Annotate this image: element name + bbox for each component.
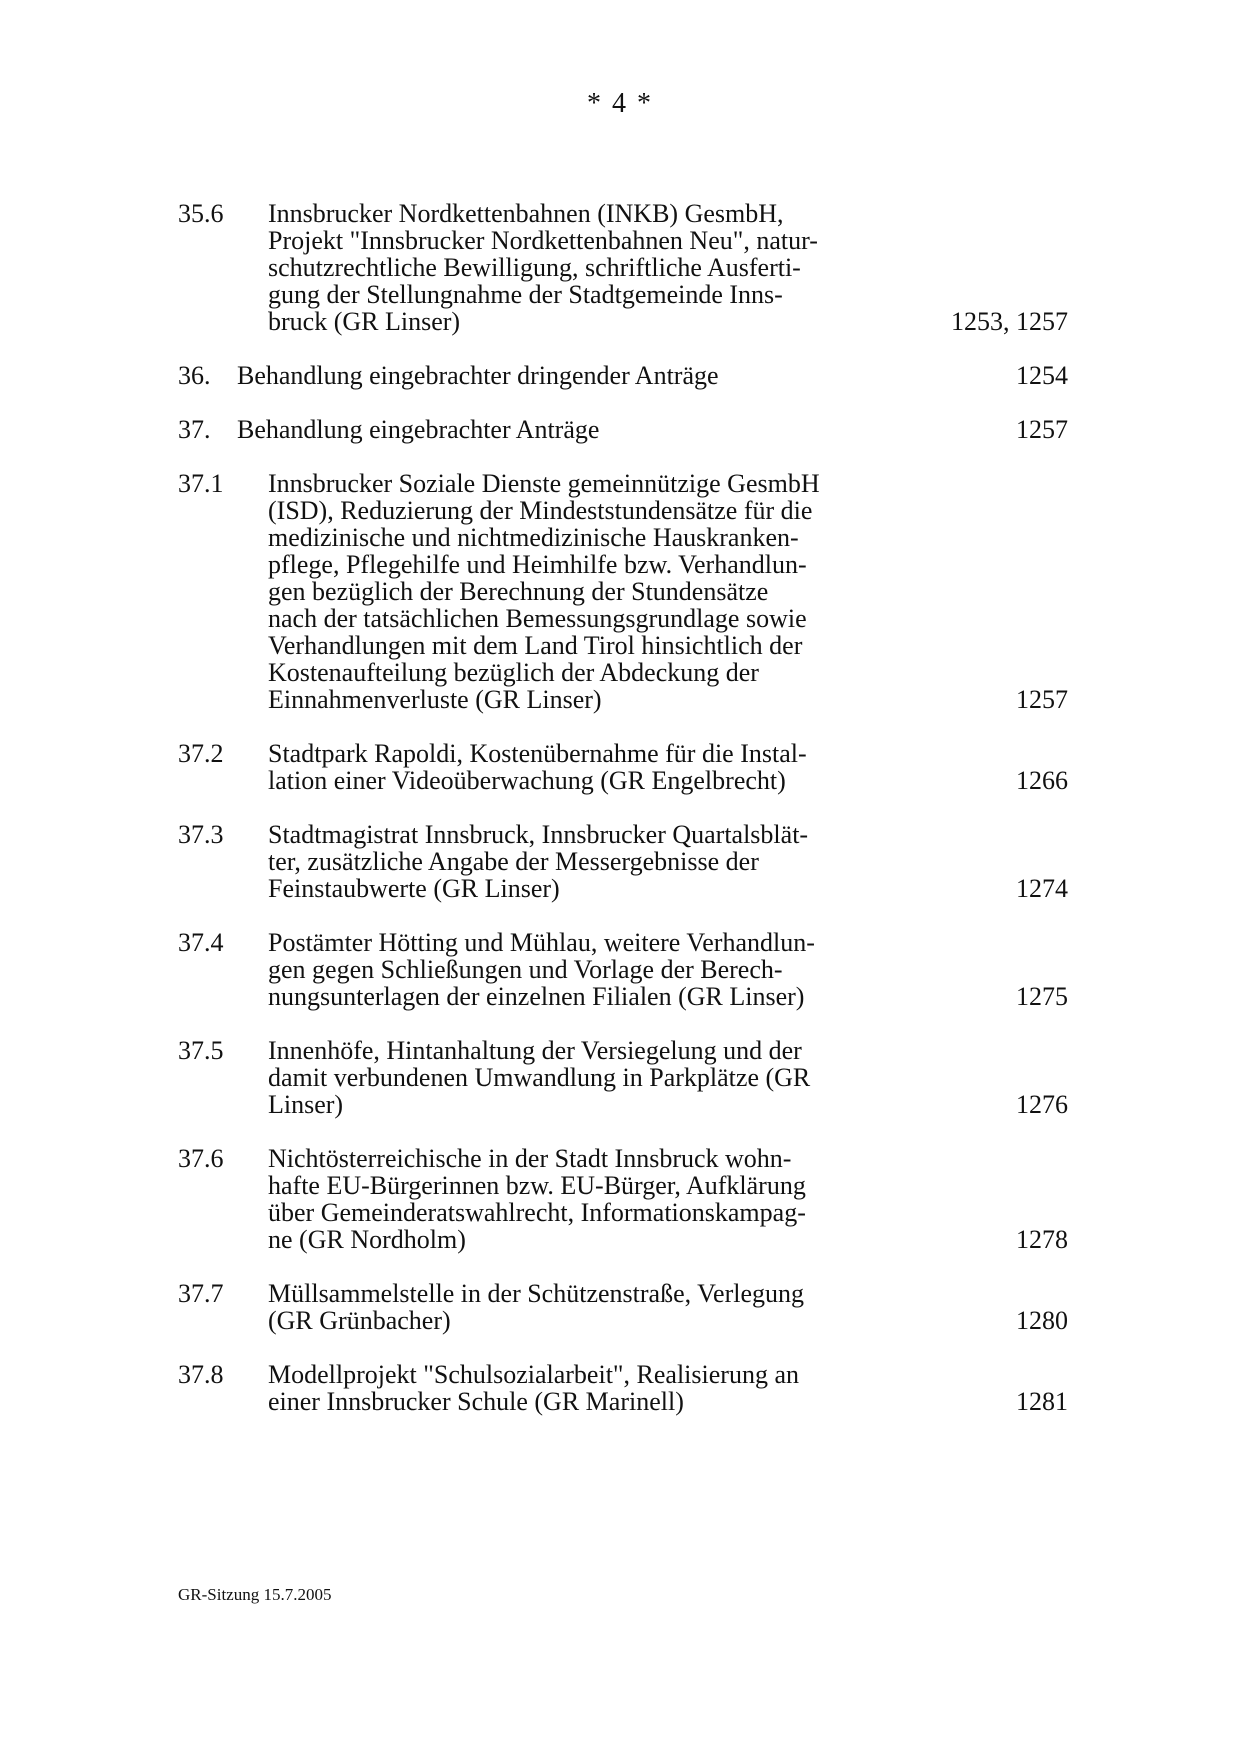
entry-line: (GR Grünbacher) [268,1306,451,1335]
entry-line: Innenhöfe, Hintanhaltung der Versiegelung und der [268,1036,802,1065]
entry-line: Innsbrucker Nordkettenbahnen (INKB) GesmbH, [268,199,784,228]
entry-number: 37. [178,415,211,444]
entry-number: 37.6 [178,1144,224,1173]
entry-text [268,470,888,713]
entry-line: gen gegen Schließungen und Vorlage der Berech- [268,955,783,984]
entry-line: Innsbrucker Soziale Dienste gemeinnützige GesmbH [268,469,820,498]
entry-line: medizinische und nichtmedizinische Hauskranken- [268,523,799,552]
page-number: * 4 * [587,88,653,119]
entry-line: Nichtösterreichische in der Stadt Innsbruck wohn- [268,1144,792,1173]
toc-entry-37-5 [178,1037,1068,1118]
entry-number: 37.5 [178,1036,224,1065]
entry-line: über Gemeinderatswahlrecht, Informationskampag- [268,1198,806,1227]
entry-line: gen bezüglich der Berechnung der Stundensätze [268,577,769,606]
toc-entry-37 [178,416,1068,443]
entry-line: Linser) [268,1090,344,1119]
entry-line: nach der tatsächlichen Bemessungsgrundlage sowie [268,604,807,633]
entry-line: Stadtpark Rapoldi, Kostenübernahme für die Instal- [268,739,807,768]
entry-line: Verhandlungen mit dem Land Tirol hinsichtlich der [268,631,803,660]
toc-entry-37-3 [178,821,1068,902]
entry-text [268,200,888,335]
entry-text [268,1361,888,1415]
entry-line: einer Innsbrucker Schule (GR Marinell) [268,1387,684,1416]
entry-line: lation einer Videoüberwachung (GR Engelbrecht) [268,766,786,795]
entry-text [237,362,897,389]
table-of-contents [178,200,1068,1442]
entry-line: Feinstaubwerte (GR Linser) [268,874,560,903]
entry-line: schutzrechtliche Bewilligung, schriftliche Ausferti- [268,253,801,282]
entry-text [268,929,888,1010]
entry-number: 35.6 [178,199,224,228]
entry-line: Stadtmagistrat Innsbruck, Innsbrucker Quartalsblät- [268,820,809,849]
entry-page-ref: 1276 [1016,1090,1068,1119]
entry-page-ref: 1281 [1016,1387,1068,1416]
entry-text [237,416,897,443]
entry-page-ref: 1257 [1016,415,1068,444]
entry-line: ne (GR Nordholm) [268,1225,466,1254]
entry-number: 36. [178,361,211,390]
entry-number: 37.4 [178,928,224,957]
entry-text [268,1280,888,1334]
toc-entry-36 [178,362,1068,389]
entry-line: bruck (GR Linser) [268,307,461,336]
entry-line: Projekt "Innsbrucker Nordkettenbahnen Neu", natur- [268,226,818,255]
entry-line: gung der Stellungnahme der Stadtgemeinde Inns- [268,280,783,309]
entry-text [268,740,888,794]
toc-entry-37-1 [178,470,1068,713]
entry-line: Behandlung eingebrachter Anträge [237,415,600,444]
footer-session-date: GR-Sitzung 15.7.2005 [178,1585,332,1604]
entry-page-ref: 1253, 1257 [951,307,1068,336]
entry-line: nungsunterlagen der einzelnen Filialen (GR Linser) [268,982,805,1011]
entry-line: Behandlung eingebrachter dringender Anträge [237,361,719,390]
entry-page-ref: 1280 [1016,1306,1068,1335]
entry-line: (ISD), Reduzierung der Mindeststundensätze für die [268,496,813,525]
toc-entry-37-7 [178,1280,1068,1334]
entry-line: ter, zusätzliche Angabe der Messergebnisse der [268,847,759,876]
entry-line: Einnahmenverluste (GR Linser) [268,685,602,714]
entry-page-ref: 1275 [1016,982,1068,1011]
entry-line: Postämter Hötting und Mühlau, weitere Verhandlun- [268,928,815,957]
entry-line: pflege, Pflegehilfe und Heimhilfe bzw. Verhandlun- [268,550,807,579]
entry-page-ref: 1266 [1016,766,1068,795]
entry-line: Müllsammelstelle in der Schützenstraße, Verlegung [268,1279,804,1308]
entry-text [268,821,888,902]
entry-number: 37.2 [178,739,224,768]
entry-page-ref: 1257 [1016,685,1068,714]
entry-number: 37.3 [178,820,224,849]
entry-number: 37.8 [178,1360,224,1389]
toc-entry-37-2 [178,740,1068,794]
entry-page-ref: 1254 [1016,361,1068,390]
entry-line: damit verbundenen Umwandlung in Parkplätze (GR [268,1063,811,1092]
entry-line: Kostenaufteilung bezüglich der Abdeckung der [268,658,759,687]
entry-number: 37.1 [178,469,224,498]
toc-entry-37-4 [178,929,1068,1010]
toc-entry-37-8 [178,1361,1068,1415]
entry-text [268,1145,888,1253]
entry-line: hafte EU-Bürgerinnen bzw. EU-Bürger, Aufklärung [268,1171,806,1200]
entry-text [268,1037,888,1118]
entry-page-ref: 1274 [1016,874,1068,903]
entry-number: 37.7 [178,1279,224,1308]
toc-entry-37-6 [178,1145,1068,1253]
entry-line: Modellprojekt "Schulsozialarbeit", Realisierung an [268,1360,799,1389]
toc-entry-35-6 [178,200,1068,335]
entry-page-ref: 1278 [1016,1225,1068,1254]
